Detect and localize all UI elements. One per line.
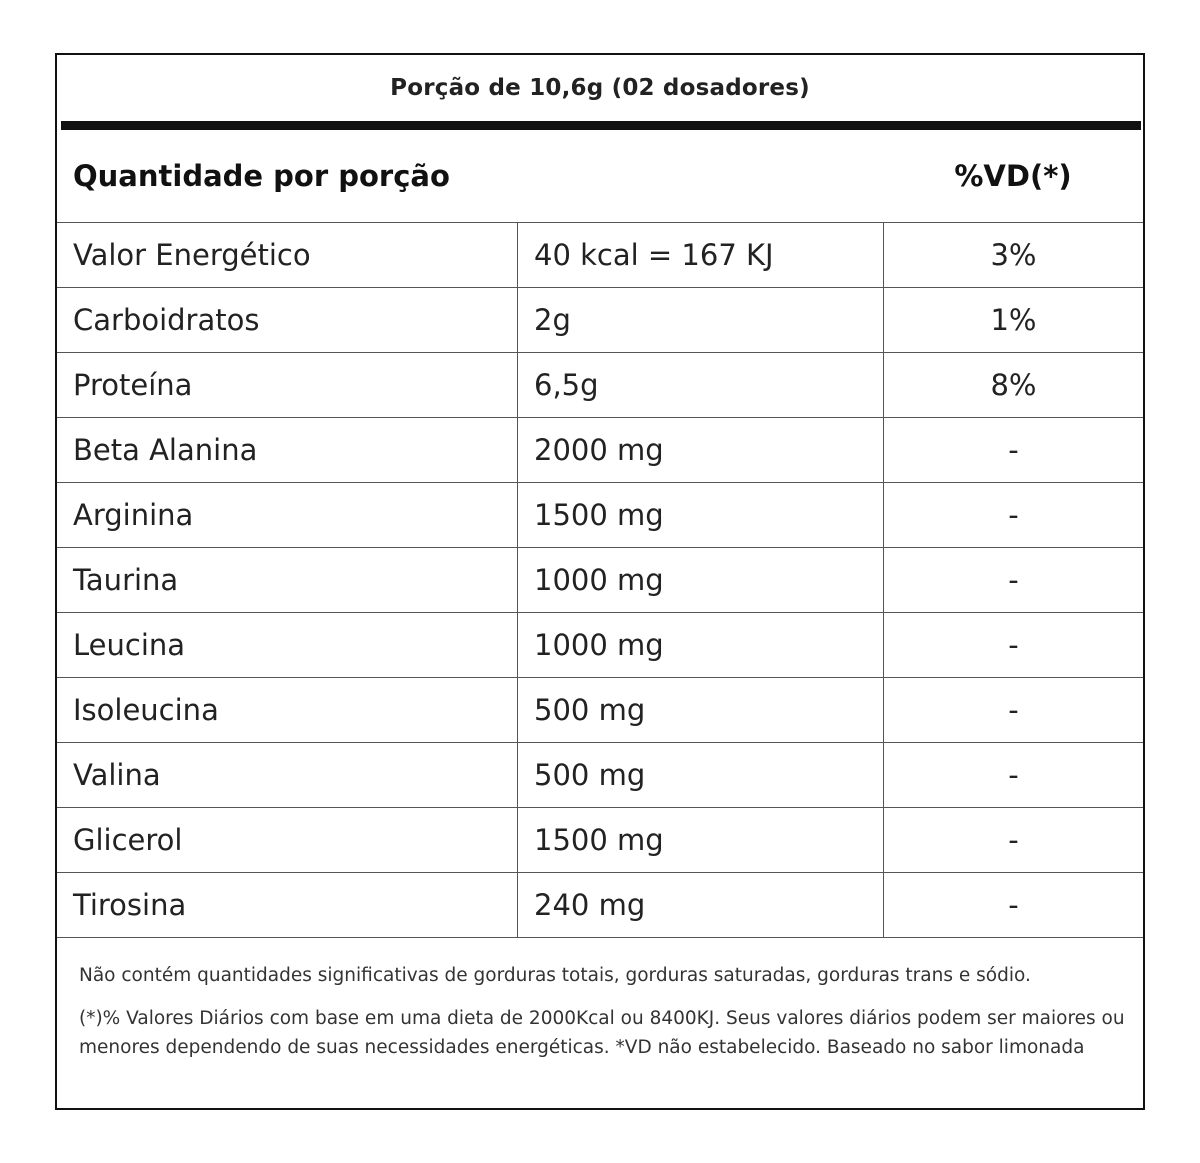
nutrient-amount: 500 mg	[518, 678, 884, 742]
nutrient-name: Leucina	[57, 613, 518, 677]
nutrient-vd: -	[1008, 433, 1019, 467]
nutrient-name: Isoleucina	[57, 678, 518, 742]
nutrient-table	[57, 223, 1143, 938]
nutrient-vd: -	[1008, 823, 1019, 857]
portion-header: Porção de 10,6g (02 dosadores)	[390, 75, 810, 101]
table-row	[57, 613, 1143, 678]
nutrient-name: Glicerol	[57, 808, 518, 872]
nutrient-name: Tirosina	[57, 873, 518, 937]
nutrient-amount: 240 mg	[518, 873, 884, 937]
table-row	[57, 418, 1143, 483]
nutrient-amount: 1500 mg	[518, 808, 884, 872]
table-row	[57, 743, 1143, 808]
nutrient-name: Arginina	[57, 483, 518, 547]
nutrient-amount: 2g	[518, 288, 884, 352]
nutrient-name: Proteína	[57, 353, 518, 417]
nutrient-vd: -	[1008, 888, 1019, 922]
nutrient-name: Carboidratos	[57, 288, 518, 352]
table-row	[57, 678, 1143, 743]
footnotes	[79, 961, 1129, 1062]
nutrient-vd: 3%	[990, 238, 1037, 272]
header-daily-value: %VD(*)	[954, 159, 1072, 193]
nutrient-vd: -	[1008, 498, 1019, 532]
column-header	[57, 130, 1143, 223]
nutrient-vd: -	[1008, 628, 1019, 662]
nutrient-name: Valor Energético	[57, 223, 518, 287]
table-row	[57, 353, 1143, 418]
footnote-no-significant: Não contém quantidades significativas de gorduras totais, gorduras saturadas, gorduras trans e sódio.	[79, 965, 1031, 986]
table-row	[57, 548, 1143, 613]
thick-divider	[61, 121, 1141, 130]
nutrient-amount: 500 mg	[518, 743, 884, 807]
nutrient-name: Taurina	[57, 548, 518, 612]
table-row	[57, 873, 1143, 938]
nutrient-vd: -	[1008, 563, 1019, 597]
nutrient-amount: 2000 mg	[518, 418, 884, 482]
nutrition-label	[55, 53, 1145, 1110]
nutrient-vd: -	[1008, 693, 1019, 727]
table-row	[57, 288, 1143, 353]
table-row	[57, 808, 1143, 873]
nutrient-amount: 40 kcal = 167 KJ	[518, 223, 884, 287]
nutrient-name: Beta Alanina	[57, 418, 518, 482]
header-quantity: Quantidade por porção	[73, 159, 450, 193]
nutrient-name: Valina	[57, 743, 518, 807]
nutrient-vd: 1%	[990, 303, 1037, 337]
nutrient-vd: -	[1008, 758, 1019, 792]
table-row	[57, 223, 1143, 288]
nutrient-amount: 1000 mg	[518, 548, 884, 612]
nutrient-amount: 1000 mg	[518, 613, 884, 677]
nutrient-amount: 6,5g	[518, 353, 884, 417]
footnote-daily-values: (*)% Valores Diários com base em uma dieta de 2000Kcal ou 8400KJ. Seus valores diários podem ser maiores ou menores dependendo de suas necessidades energéticas. *VD não estabelecido. Baseado no sabor limonada	[79, 1008, 1125, 1058]
nutrient-vd: 8%	[990, 368, 1037, 402]
table-row	[57, 483, 1143, 548]
nutrient-amount: 1500 mg	[518, 483, 884, 547]
